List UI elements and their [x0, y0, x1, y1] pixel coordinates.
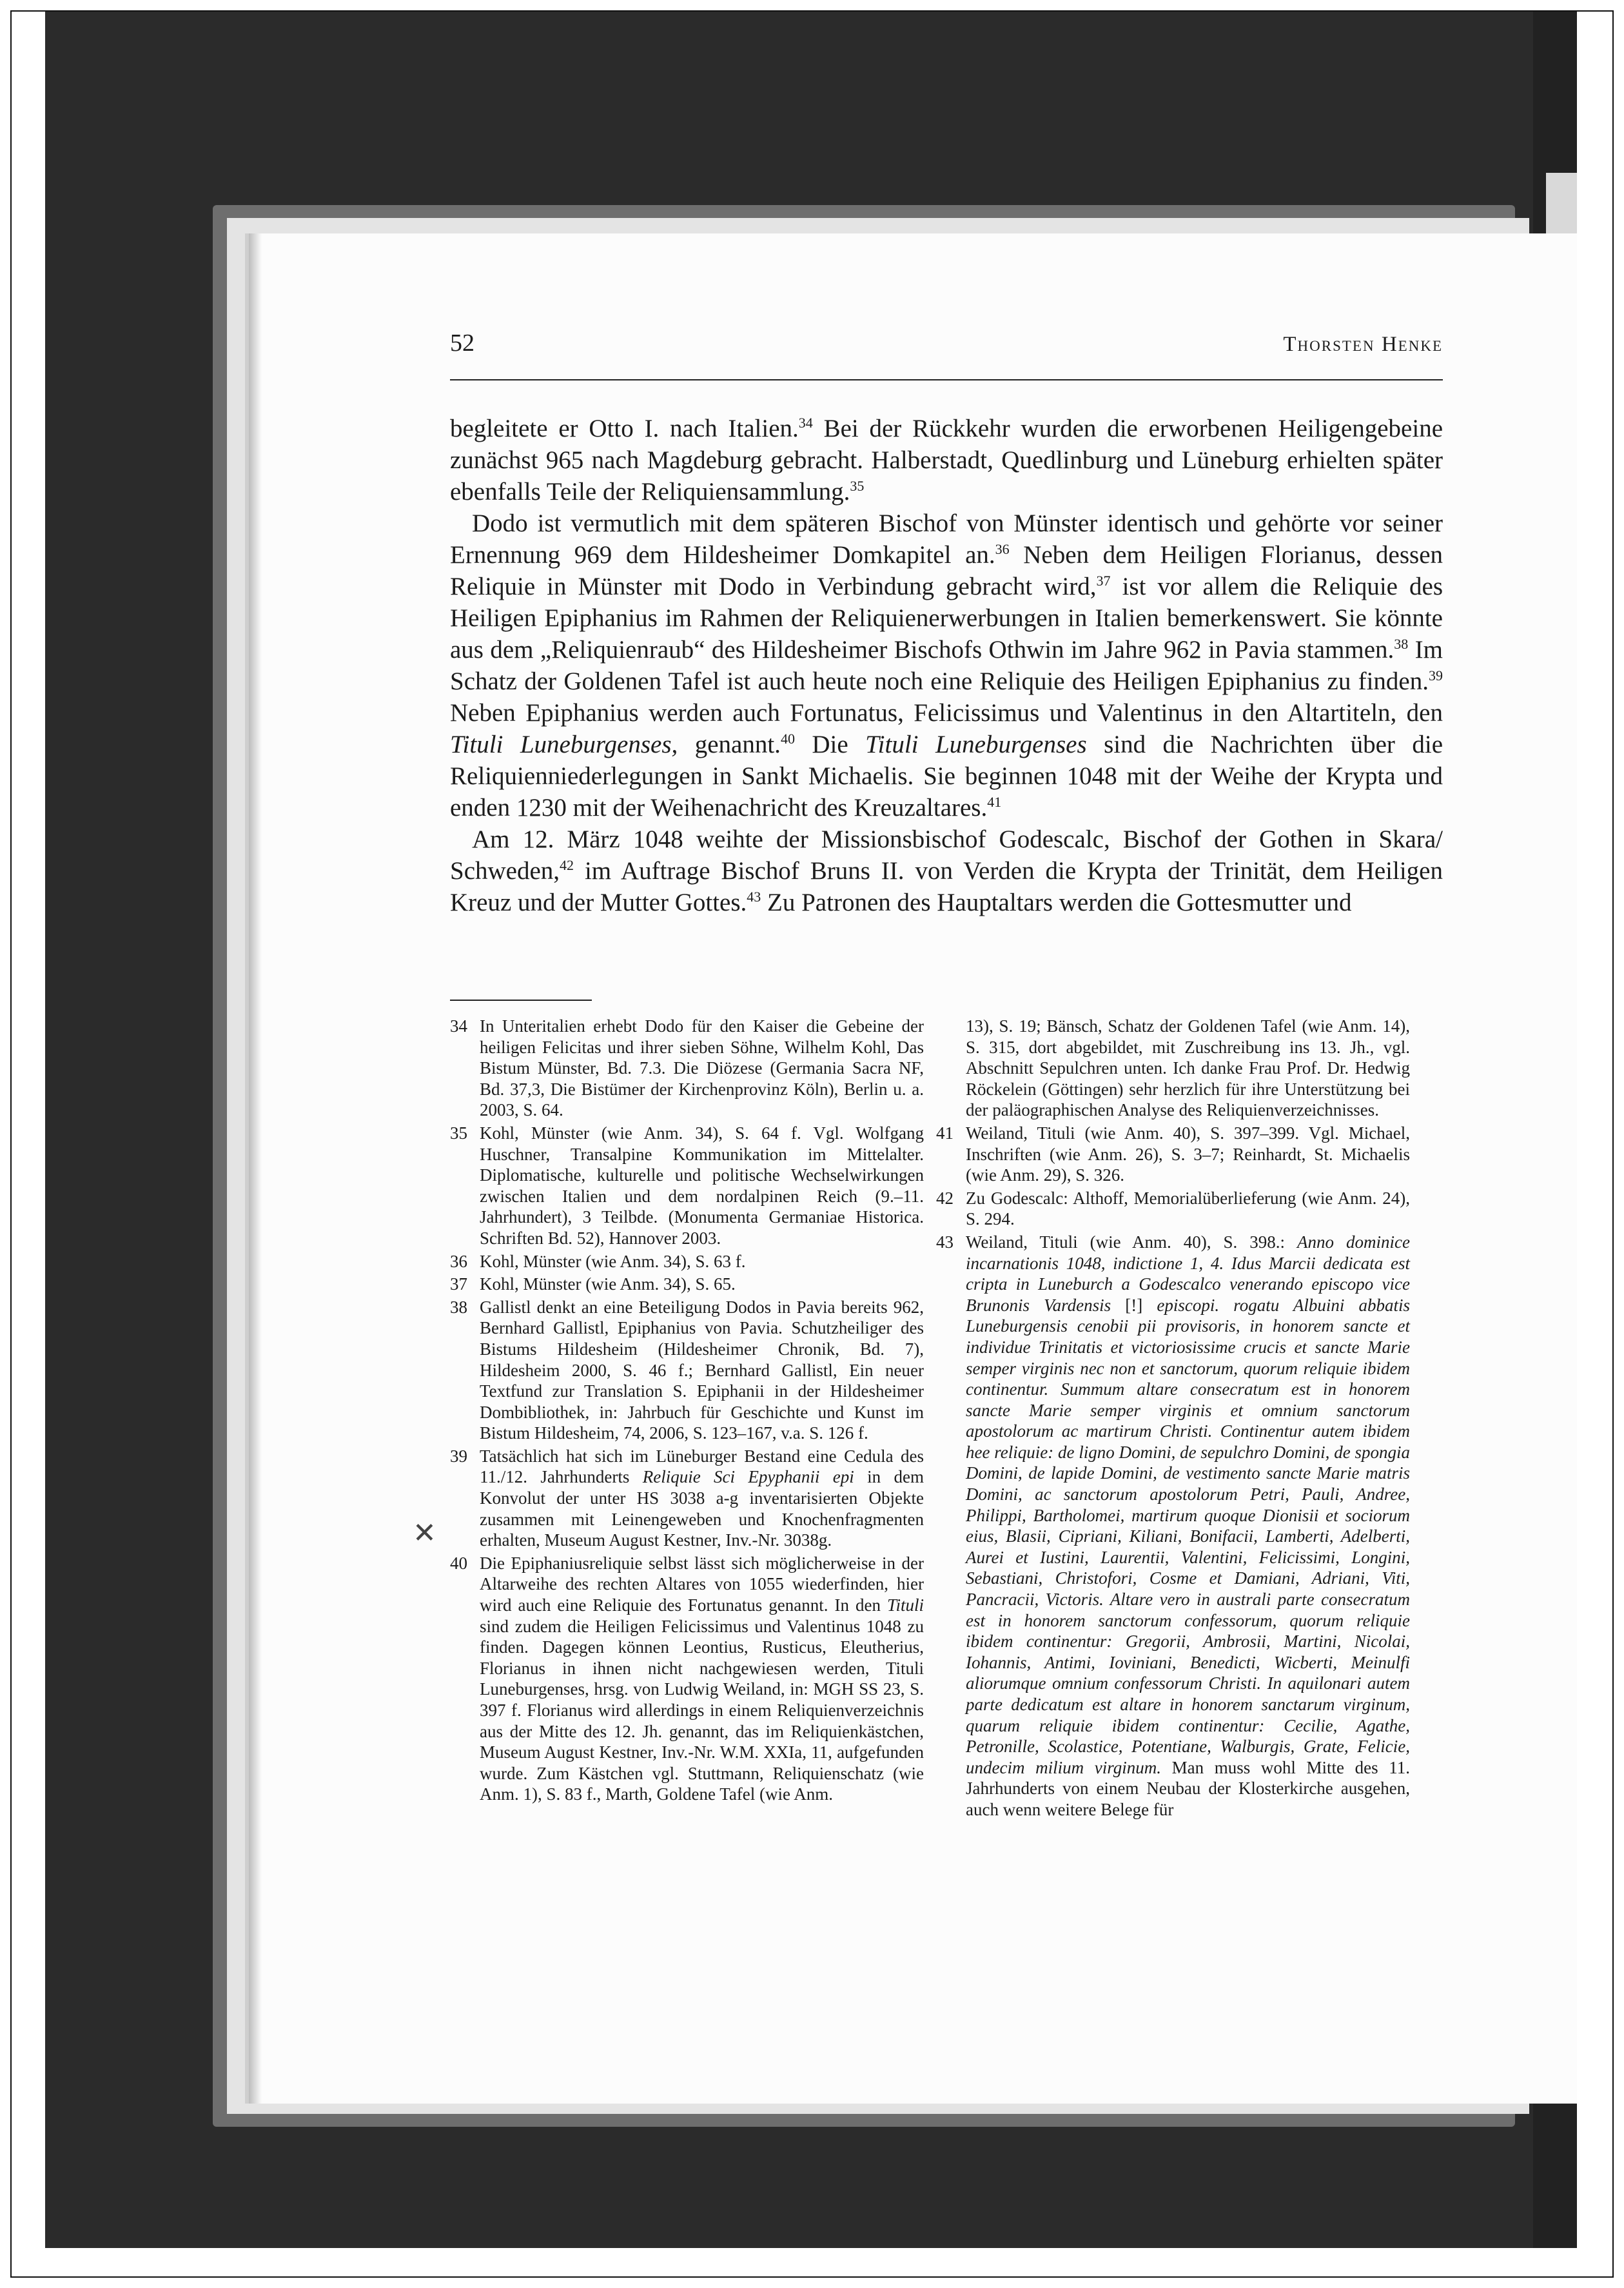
pencil-cross-mark: ✕ — [413, 1517, 436, 1550]
footnote-39 — [450, 1446, 924, 1551]
footnote-number: 35 — [450, 1123, 467, 1143]
body-paragraph: Dodo ist vermutlich mit dem späteren Bischof von Münster identisch und gehörte vor seiner Ernennung 969 dem Hildesheimer Domkapitel an.$^{36}$ Neben dem Heiligen Florianus, dessen Reliquie in Münster mit Dodo in Verbindung gebracht wird,$^{37}$ ist vor allem die Reliquie des Heiligen Epiphanius im Rahmen der Reliquienerwerbungen in Italien bemerkenswert. Sie könnte aus dem „Reliquienraub“ des Hildesheimer Bischofs Othwin im Jahre 962 in Pavia stammen.$^{38}$ Im Schatz der Goldenen Tafel ist auch heute noch eine Reliquie des Heiligen Epiphanius zu finden.$^{39}$ Neben Epiphanius werden auch Fortunatus, Felicissimus und Valentinus in den Altartiteln, den Tituli Luneburgenses, genannt.$^{40}$ Die Tituli Luneburgenses sind die Nachrichten über die Reliquienniederlegungen in Sankt Michaelis. Sie beginnen 1048 mit der Weihe der Krypta und enden 1230 mit der Weihenachricht des Kreuzaltares.$^{41}$ — [450, 509, 1443, 822]
footnote-36 — [450, 1251, 924, 1272]
body-paragraph: Am 12. März 1048 weihte der Missionsbischof Godescalc, Bischof der Gothen in Skara/ Schweden,$^{42}$ im Auftrage Bischof Bruns II. von Verden die Krypta der Trinität, dem Heiligen Kreuz und der Mutter Gottes.$^{43}$ Zu Patronen des Hauptaltars werden die Gottesmutter und — [450, 825, 1443, 916]
footnote-separator — [450, 1000, 592, 1001]
footnote-number: 43 — [936, 1232, 954, 1252]
footnote-number: 34 — [450, 1016, 467, 1036]
page-number: 52 — [450, 330, 474, 357]
footnote-number: 41 — [936, 1123, 954, 1143]
footnote-number: 37 — [450, 1274, 467, 1294]
footnote-43 — [936, 1232, 1410, 1820]
footnote-38 — [450, 1297, 924, 1444]
footnote-text: Gallistl denkt an eine Beteiligung Dodos in Pavia bereits 962, Bernhard Gallistl, Epiphanius von Pavia. Schutzheiliger des Bistums Hildesheim (Hildesheimer Chronik, Bd. 7), Hildesheim 2000, S. 46 f.; Bernhard Gallistl, Ein neuer Textfund zur Translation S. Epiphanii in der Hildesheimer Dombibliothek, in: Jahrbuch für Geschichte und Kunst im Bistum Hildesheim, 74, 2006, S. 123–167, v.a. S. 126 f. — [480, 1297, 924, 1443]
footnote-40 — [450, 1553, 924, 1805]
footnotes-right-column — [936, 1016, 1410, 1822]
footnote-continuation: 13), S. 19; Bänsch, Schatz der Goldenen Tafel (wie Anm. 14), S. 315, dort abgebildet, mit Zuschreibung ins 13. Jh., vgl. Abschnitt Sepulchren unten. Ich danke Frau Prof. Dr. Hedwig Röckelein (Göttingen) sehr herzlich für ihre Unterstützung bei der paläographischen Analyse des Reliquienverzeichnisses. — [966, 1016, 1410, 1120]
footnote-text: Weiland, Tituli (wie Anm. 40), S. 398.: Anno dominice incarnationis 1048, indictione 1, 4. Idus Marcii dedicata est cripta in Luneburch a Godescalco venerando episcopo vice Brunonis Vardensis [!] episcopi. rogatu Albuini abbatis Luneburgensis cenobii pii provisoris, in honorem sancte et individue Trinitatis et victoriosissime crucis et sancte Marie semper virginis nec non et sanctorum, quorum reliquie ibidem continentur. Summum altare consecratum est in honorem sancte Marie semper virginis et omnium sanctorum apostolorum ac martirum Christi. Continentur autem ibidem hee reliquie: de ligno Domini, de sepulchro Domini, de spongia Domini, de lapide Domini, de vestimento sancte Marie matris Domini, ac sanctorum apostolorum Petri, Pauli, Andree, Philippi, Bartholomei, martirum quoque Dionisii et sociorum eius, Blasii, Cipriani, Kiliani, Bonifacii, Lamberti, Adelberti, Aurei et Iustini, Laurentii, Valentini, Felicissimi, Longini, Sebastiani, Christofori, Cosme et Damiani, Adriani, Viti, Pancracii, Victoris. Altare vero in australi parte consecratum est in honorem sanctorum confessorum, quorum reliquie ibidem continentur: Gregorii, Ambrosii, Martini, Nicolai, Iohannis, Antimi, Ioviniani, Benedicti, Wicberti, Meinulfi aliorumque omnium confessorum Christi. In aquilonari autem parte dedicatum est altare in honorem sanctarum virginum, quarum reliquie ibidem continentur: Cecilie, Agathe, Petronille, Scolastice, Potentiane, Walburgis, Grate, Felicie, undecim milium virginum. Man muss wohl Mitte des 11. Jahrhunderts von einem Neubau der Klosterkirche ausgehen, auch wenn weitere Belege für — [966, 1232, 1410, 1819]
running-header — [450, 329, 1443, 380]
footnote-34 — [450, 1016, 924, 1121]
footnote-text: Zu Godescalc: Althoff, Memorialüberlieferung (wie Anm. 24), S. 294. — [966, 1188, 1410, 1229]
footnote-35 — [450, 1123, 924, 1249]
footnote-number: 39 — [450, 1446, 467, 1466]
footnote-number: 38 — [450, 1297, 467, 1317]
footnote-text: Die Epiphaniusreliquie selbst lässt sich möglicherweise in der Altarweihe des rechten Altares von 1055 wiederfinden, hier wird auch eine Reliquie des Fortunatus genannt. In den Tituli sind zudem die Heiligen Felicissimus und Valentinus 1048 zu finden. Dagegen können Leontius, Rusticus, Eleutherius, Florianus in ihnen nicht nachgewiesen werden, Tituli Luneburgenses, hrsg. von Ludwig Weiland, in: MGH SS 23, S. 397 f. Florianus wird allerdings in einem Reliquienverzeichnis aus der Mitte des 12. Jh. genannt, das im Reliquienkästchen, Museum August Kestner, Inv.-Nr. W.M. XXIa, 11, aufgefunden wurde. Zum Kästchen vgl. Stuttmann, Reliquienschatz (wie Anm. 1), S. 83 f., Marth, Goldene Tafel (wie Anm. — [480, 1553, 924, 1804]
footnote-37 — [450, 1274, 924, 1295]
footnote-text: Kohl, Münster (wie Anm. 34), S. 65. — [480, 1274, 736, 1294]
footnotes-left-column — [450, 1016, 924, 1807]
footnote-number: 40 — [450, 1553, 467, 1573]
running-head-author: Thorsten Henke — [1283, 333, 1443, 356]
footnote-number: 36 — [450, 1251, 467, 1271]
footnote-42 — [936, 1188, 1410, 1230]
body-paragraph: begleitete er Otto I. nach Italien.$^{34}$ Bei der Rückkehr wurden die erworbenen Heiligengebeine zunächst 965 nach Magdeburg gebracht. Halberstadt, Quedlinburg und Lüneburg erhielten später ebenfalls Teile der Reliquiensammlung.$^{35}$ — [450, 415, 1443, 506]
footnote-text: Tatsächlich hat sich im Lüneburger Bestand eine Cedula des 11./12. Jahrhunderts Reliquie Sci Epyphanii epi in dem Konvolut der unter HS 3038 a-g inventarisierten Objekte zusammen mit Leinengeweben und Knochenfragmenten erhalten, Museum August Kestner, Inv.-Nr. 3038g. — [480, 1446, 924, 1550]
footnote-text: Kohl, Münster (wie Anm. 34), S. 63 f. — [480, 1251, 746, 1271]
footnote-text: Kohl, Münster (wie Anm. 34), S. 64 f. Vgl. Wolfgang Huschner, Transalpine Kommunikation im Mittelalter. Diplomatische, kulturelle und politische Wechselwirkungen zwischen Italien und dem nordalpinen Reich (9.–11. Jahrhundert), 3 Teilbde. (Monumenta Germaniae Historica. Schriften Bd. 52), Hannover 2003. — [480, 1123, 924, 1248]
footnote-text: In Unteritalien erhebt Dodo für den Kaiser die Gebeine der heiligen Felicitas und ihrer sieben Söhne, Wilhelm Kohl, Das Bistum Münster, Bd. 7.3. Die Diözese (Germania Sacra NF, Bd. 37,3, Die Bistümer der Kirchenprovinz Köln), Berlin u. a. 2003, S. 64. — [480, 1016, 924, 1120]
footnote-41 — [936, 1123, 1410, 1186]
footnote-text: Weiland, Tituli (wie Anm. 40), S. 397–399. Vgl. Michael, Inschriften (wie Anm. 26), S. 3–7; Reinhardt, St. Michaelis (wie Anm. 29), S. 326. — [966, 1123, 1410, 1185]
body-text — [450, 413, 1443, 918]
footnote-number: 42 — [936, 1188, 954, 1208]
